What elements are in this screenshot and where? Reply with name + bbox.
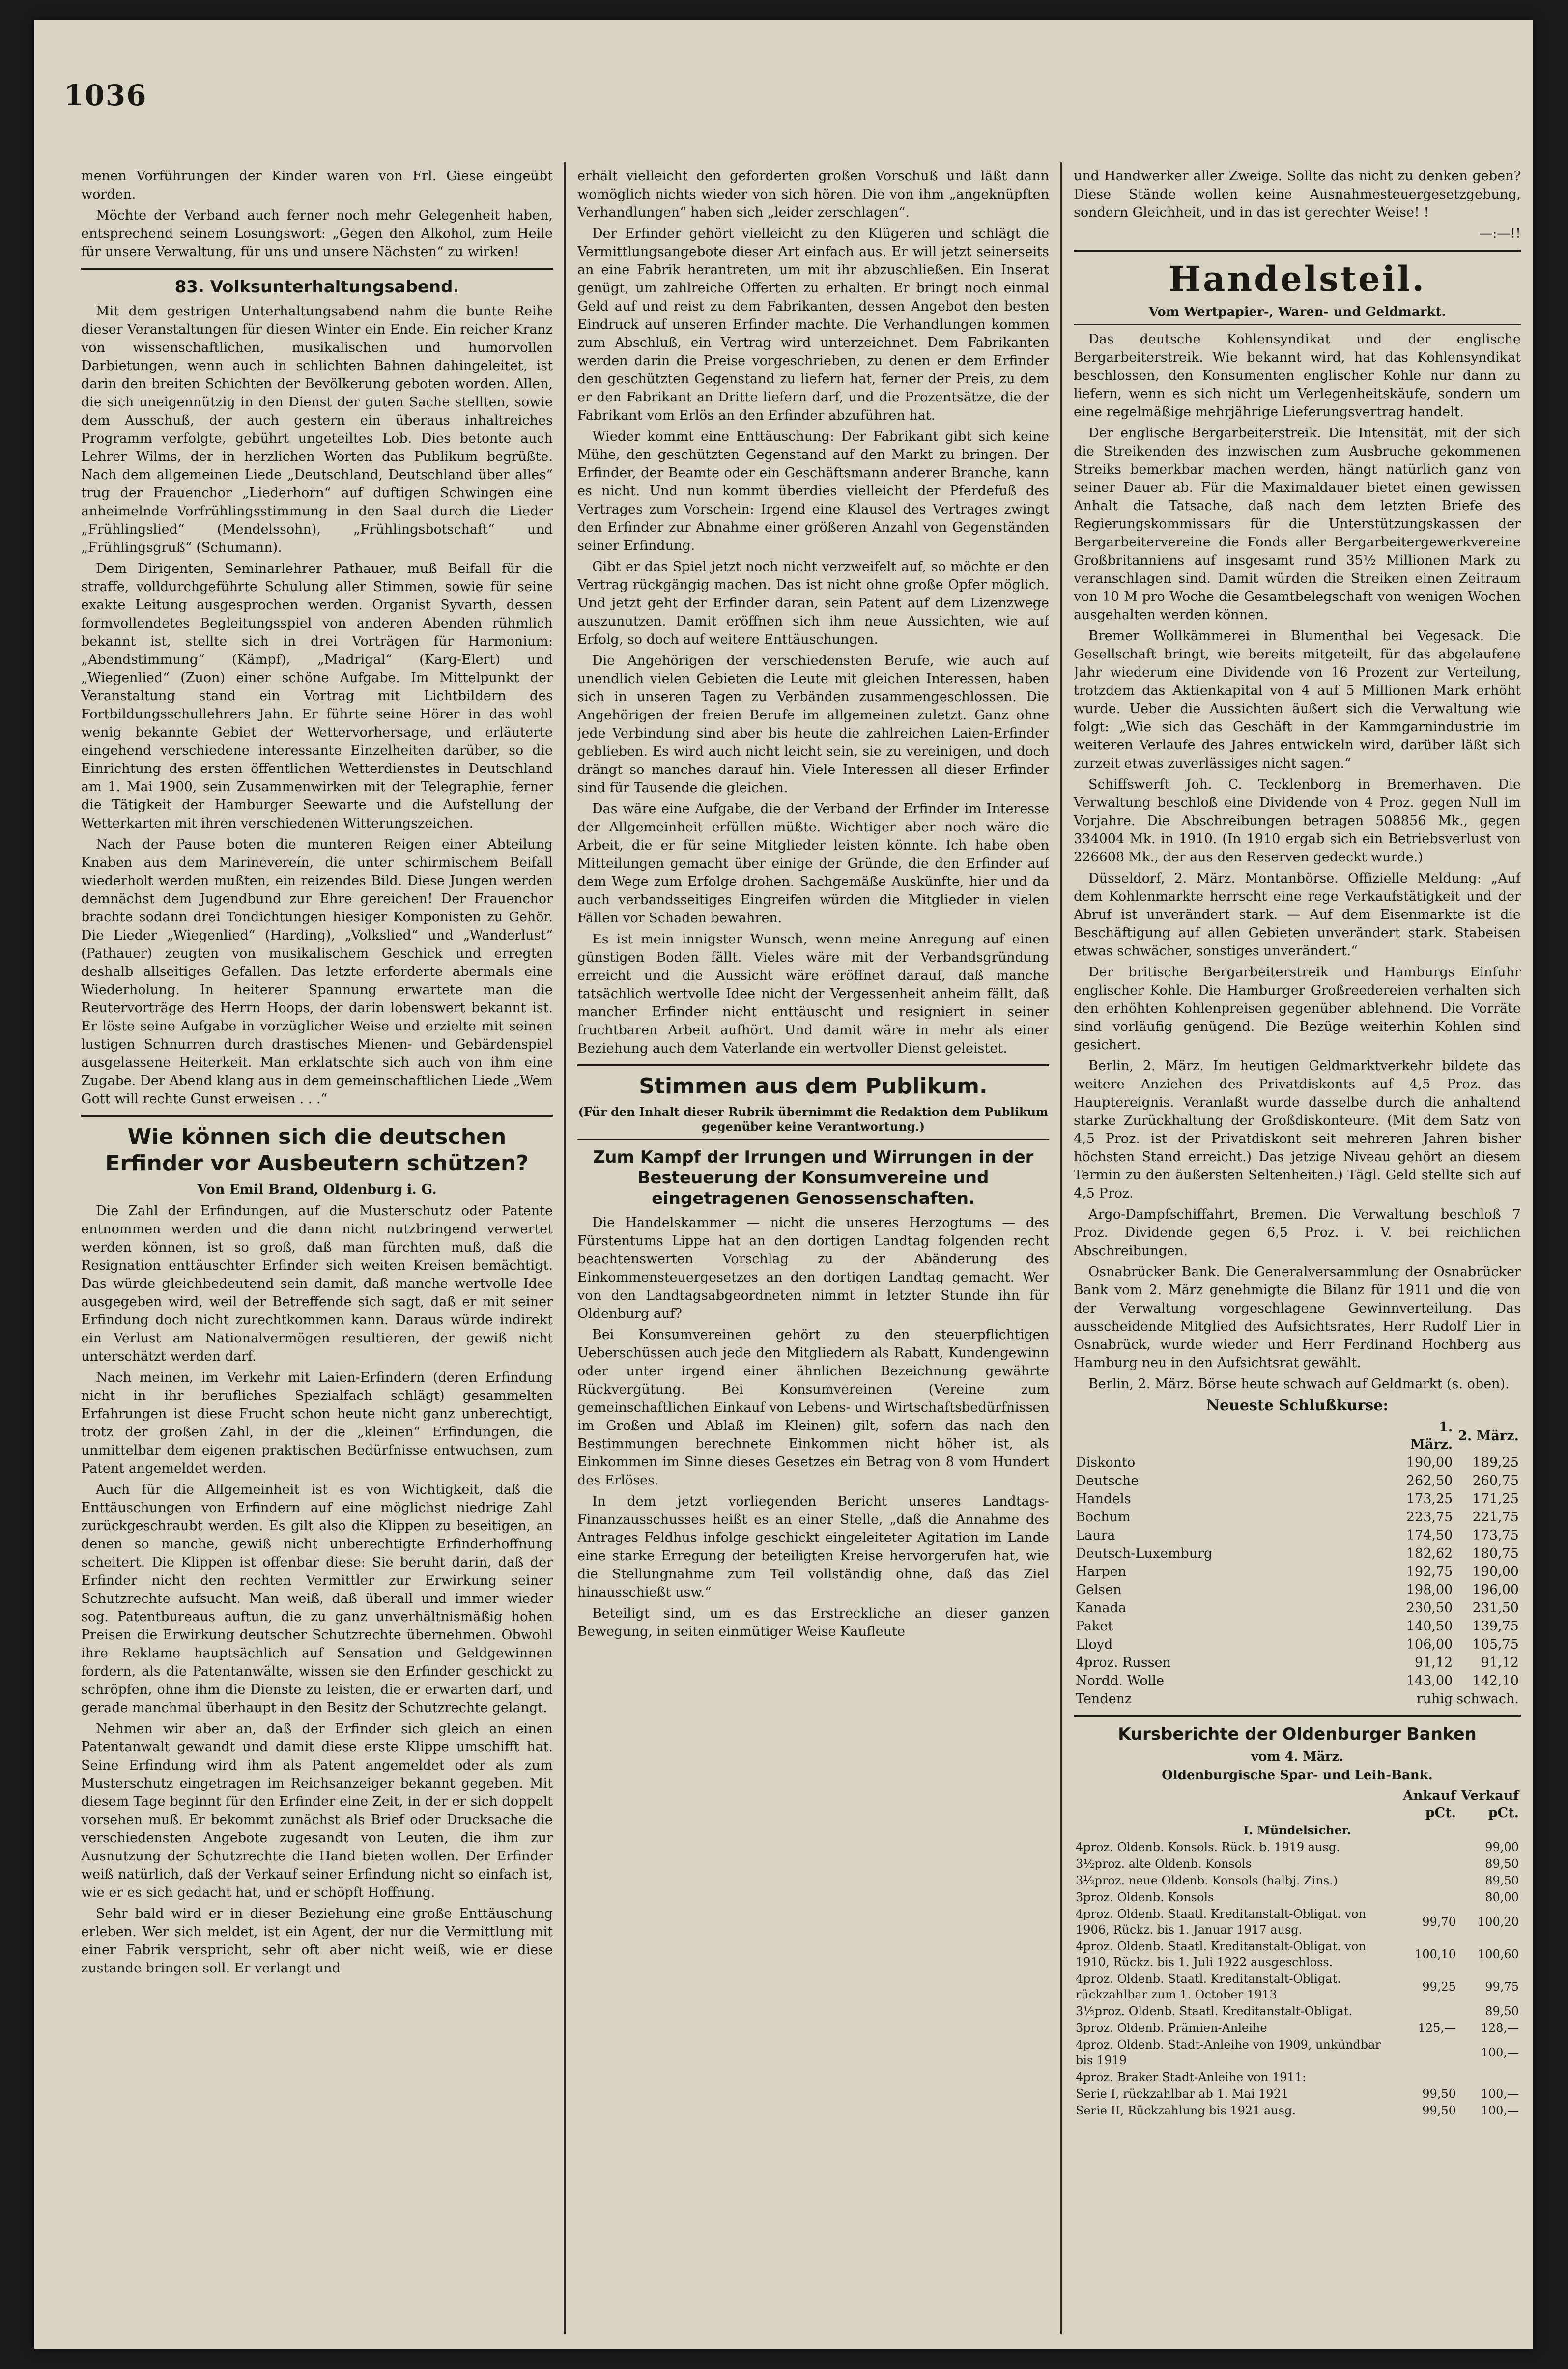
separator [81,268,553,270]
article-title: 83. Volksunterhaltungsabend. [174,277,459,297]
article-signoff: —:—!! [1479,226,1521,241]
table-cell: Paket [1076,1619,1113,1634]
column-divider [1060,162,1062,2334]
table-row [1074,1617,1521,1635]
table-cell: 143,00 [1406,1673,1453,1688]
article-text: und Handwerker aller Zweige. Sollte das nicht zu denken geben? Diese Stände wollen keine Ausnahmesteuergesetzgebung, sondern Gleichheit, und in das ist gerechter Weise! ! [1074,169,1521,220]
table-cell: Deutsche [1076,1473,1139,1488]
table-cell [1395,1855,1458,1872]
table-cell: 4proz. Oldenb. Staatl. Kreditanstalt-Obligat. rückzahlbar zum 1. October 1913 [1076,1972,1341,2001]
table-row [1074,1563,1521,1581]
table-header: Verkauf pCt. [1461,1788,1519,1821]
table-cell: 171,25 [1472,1491,1519,1507]
editorial-note: (Für den Inhalt dieser Rubrik übernimmt die Redaktion dem Publikum gegenüber keine Verantwortung.) [578,1105,1049,1134]
table-cell: 221,75 [1472,1510,1519,1525]
section-title: Handelsteil. [1168,258,1426,299]
stock-prices-table [1074,1418,1521,1708]
table-cell: 3½proz. alte Oldenb. Konsols [1076,1857,1252,1871]
table-cell: ruhig [1416,1691,1453,1707]
article-title: Wie können sich die deutschen Erfinder vor Ausbeutern schützen? [105,1124,529,1176]
section-title: Stimmen aus dem Publikum. [639,1074,988,1099]
table-cell: Deutsch-Luxemburg [1076,1546,1213,1561]
table-cell: 190,00 [1472,1564,1519,1579]
separator [81,1115,553,1117]
table-body [1074,1839,1521,2119]
table-cell: 4proz. Braker Stadt-Anleihe von 1911: [1076,2070,1307,2084]
table-cell: 100,10 [1415,1947,1456,1961]
table-cell: 260,75 [1472,1473,1519,1488]
separator [577,1139,1049,1140]
table-row [1074,1526,1521,1544]
news-item: Der englische Bergarbeiterstreik. Die Intensität, mit der sich die Streikenden des inzwischen zum Ausbruche gekommenen Streiks bemerkbar machen werden, hängt natürlich ganz von seiner Dauer ab. Für die Maximaldauer bietet einen gewissen Anhalt die Tatsache, daß nach dem letzten Briefe des Regierungskommissars für die Unterstützungskassen der Bergarbeitervereine die Fonds aller Bergarbeitergewerkvereine Großbritanniens auf insgesamt rund 35½ Millionen Mark zu veranschlagen sind. Damit würden die Streiken einen Zeitraum von 10 M pro Woche die Gesamtbelegschaft von wenigen Wochen ausgehalten werden können. [1074,426,1521,623]
table-cell: 100,60 [1478,1947,1519,1961]
table-cell: Laura [1076,1528,1115,1543]
table-header: 2. März. [1458,1428,1519,1444]
table-cell [1395,1889,1458,1906]
section-date: vom 4. März. [1251,1749,1344,1764]
table-cell [1395,2069,1458,2085]
column-divider [564,162,566,2334]
table-cell: 105,75 [1472,1637,1519,1652]
table-cell: 100,— [1481,2046,1519,2059]
table-cell: 4proz. Oldenb. Konsols. Rück. b. 1919 ausg. [1076,1840,1340,1854]
table-row [1074,2085,1521,2102]
table-cell: 99,50 [1422,2087,1456,2101]
article-byline: Von Emil Brand, Oldenburg i. G. [197,1182,437,1197]
table-cell: 3½proz. neue Oldenb. Konsols (halbj. Zins.) [1076,1874,1338,1887]
table-row [1074,1839,1521,1855]
table-cell: 189,25 [1472,1455,1519,1470]
news-item: Berlin, 2. März. Im heutigen Geldmarktverkehr bildete das weitere Anziehen des Privatdiskonts auf 4,5 Proz. das Hauptereignis. Veranlaßt wurde dasselbe durch die anhaltend starke Zurückhaltung der Großdiskonteure. (Mit dem Satz von 4,5 Proz. ist der Privatdiskont seit mehreren Jahren bisher höchsten Stand erreicht.) Das jetzige Niveau gehört an diesem Termin zu den äußersten Seltenheiten.) Tägl. Geld stellte sich auf 4,5 Proz. [1074,1058,1521,1201]
article-text: Nach meinen, im Verkehr mit Laien-Erfindern (deren Erfindung nicht in ihr berufliches Spezialfach schlägt) gesammelten Erfahrungen ist diese Frucht schon heute nicht ganz unberechtigt, trotz der großen Zahl, in der die „kleinen“ Erfindungen, die unmittelbar dem eigenen praktischen Bedürfnisse entwuchsen, zum Patent angemeldet werden. [81,1370,553,1476]
article-text: Die Angehörigen der verschiedensten Berufe, wie auch auf unendlich vielen Gebieten die Leute mit gleichen Interessen, haben sich in unseren Tagen zu Verbänden zusammengeschlossen. Die Angehörigen der freien Berufe im allgemeinen zuletzt. Ganz ohne jede Verbindung sind aber bis heute die zahlreichen Laien-Erfinder geblieben. Es wird auch nicht leicht sein, sie zu vereinigen, und doch drängt so manches darauf hin. Viele Interessen all dieser Erfinder sind für Tausende die gleichen. [577,653,1049,796]
table-cell: 173,75 [1472,1528,1519,1543]
article-text: Möchte der Verband auch ferner noch mehr Gelegenheit haben, entsprechend seinem Losungswort: „Gegen den Alkohol, zum Heile für unsere Verwaltung, für uns und unsere Nächsten“ zu wirken! [81,208,553,259]
article-text: Nach der Pause boten die munteren Reigen einer Abteilung Knaben aus dem Marinevereín, die unter schirmischem Beifall wiederholt werden mußten, ein reizendes Bild. Diese Jungen werden demnächst dem Jugendbund zur Ehre gereichen! Der Frauenchor brachte sodann drei Tondichtungen hiesiger Komponisten zu Gehör. Die Lieder „Wiegenlied“ (Harding), „Volkslied“ und „Wanderlust“ (Pathauer) zeugten von musikalischem Geschick und erregten deshalb allseitiges Gefallen. Das letzte erforderte abermals eine Wiederholung. In heiterer Spannung erwartete man die Reutervorträge des Herrn Hoops, der darin lobenswert bekannt ist. Er löste seine Aufgabe in vorzüglicher Weise und erzielte mit seinen lustigen Schnurren durch drastisches Mienen- und Gebärdenspiel ausgelassene Heiterkeit. Man erklatschte sich auch von ihm eine Zugabe. Der Abend klang aus in dem gemeinschaftlichen Liede „Wem Gott will rechte Gunst erweisen . . .“ [81,837,553,1107]
table-cell: 196,00 [1472,1582,1519,1598]
separator [1074,1715,1521,1717]
table-cell: 223,75 [1406,1510,1453,1525]
table-cell: 4proz. Russen [1076,1655,1171,1670]
news-item: Schiffswerft Joh. C. Tecklenborg in Bremerhaven. Die Verwaltung beschloß eine Dividende von 4 Proz. gegen Null im Vorjahre. Die Abschreibungen betragen 508856 Mk., gegen 334004 Mk. in 1910. (In 1910 ergab sich ein Betriebsverlust von 226608 Mk., der aus den Reserven gedeckt wurde.) [1074,777,1521,865]
table-cell: 4proz. Oldenb. Stadt-Anleihe von 1909, unkündbar bis 1919 [1076,2038,1381,2067]
table-cell: Serie II, Rückzahlung bis 1921 ausg. [1076,2104,1296,2117]
news-item: Das deutsche Kohlensyndikat und der englische Bergarbeiterstreik. Wie bekannt wird, hat das Kohlensyndikat beschlossen, den Konsumenten englischer Kohle nur dann zu liefern, wenn es sich nicht um Verlegenheitskäufe, sondern um eine regelmäßige mehrjährige Lieferungsvertrag handelt. [1074,332,1521,420]
table-row [1074,2102,1521,2119]
table-row [1074,2036,1521,2069]
table-row [1074,1544,1521,1563]
news-item: Berlin, 2. März. Börse heute schwach auf Geldmarkt (s. oben). [1088,1376,1510,1392]
table-row [1074,2069,1521,2085]
table-cell: Serie I, rückzahlbar ab 1. Mai 1921 [1076,2087,1289,2101]
article-text: Die Handelskammer — nicht die unseres Herzogtums — des Fürstentums Lippe hat an den dortigen Landtag folgenden recht beachtenswerten Vorschlag zu der Abänderung des Einkommensteuergesetzes an den dortigen Landtag gemacht. Wer von den Landtagsabgeordneten nimmt in letzter Stunde ihn für Oldenburg auf? [577,1215,1049,1321]
table-row [1074,1889,1521,1906]
table-cell: 3proz. Oldenb. Konsols [1076,1890,1214,1904]
table-header [1074,1787,1395,1822]
table-cell: Tendenz [1076,1691,1132,1707]
article-text: Der Erfinder gehört vielleicht zu den Klügeren und schlägt die Vermittlungsangebote dieser Art einfach aus. Er will jetzt seinerseits an eine Fabrik herantreten, um mit ihr abzuschließen. Ein Inserat genügt, um zahlreiche Offerten zu erhalten. Er bringt noch einmal Geld auf und reist zu dem Fabrikanten, dessen Angebot den besten Eindruck auf unseren Erfinder machte. Die Verhandlungen kommen zum Abschluß, ein Vertrag wird unterzeichnet. Dem Fabrikanten werden darin die Preise vorgeschrieben, zu denen er dem Erfinder den geschützten Gegenstand zu liefern hat, ferner der Preis, zu dem er den Fabrikant an Dritte liefern darf, und die Prozentsätze, die der Fabrikant vom Erlös an den Erfinder abzuführen hat. [577,226,1049,423]
separator [1074,250,1521,252]
table-cell: 100,— [1481,2087,1519,2101]
table-row [1074,1906,1521,1938]
table-row [1074,1855,1521,1872]
table-cell: 174,50 [1406,1528,1453,1543]
article-text: Dem Dirigenten, Seminarlehrer Pathauer, muß Beifall für die straffe, volldurchgeführte Schulung aller Stimmen, sowie für seine exakte Leitung ausgesprochen werden. Organist Syvarth, dessen formvollendetes Begleitungsspiel von anderen Abenden rühmlich bekannt ist, stellte sich in drei Vorträgen für Harmonium: „Abendstimmung“ (Kämpf), „Madrigal“ (Karg-Elert) und „Wiegenlied“ (Zuon) einer schöne Aufgabe. Im Mittelpunkt der Veranstaltung stand ein Vortrag mit Lichtbildern des Fortbildungsschullehrers Jahn. Er führte seine Hörer in das wohl wenig bekannte Gebiet der Wettervorhersage, und erläuterte eingehend verschiedene interessante Einzelheiten darüber, so die Einrichtung des ersten öffentlichen Wetterdienstes in Deutschland am 1. Mai 1900, sein Zusammenwirken mit der Telegraphie, ferner die Tätigkeit der Hamburger Seewarte und die Aufstellung der Wetterkarten mit ihren verschiedenen Witterungszeichen. [81,561,553,831]
news-item: Bremer Wollkämmerei in Blumenthal bei Vegesack. Die Gesellschaft bringt, wie bereits mitgeteilt, für das abgelaufene Jahr wiederum eine Dividende von 16 Prozent zur Verteilung, trotzdem das Aktienkapital von 4 auf 5 Millionen Mark erhöht wurde. Ueber die Aussichten äußert sich die Verwaltung wie folgt: „Wie sich das Geschäft in der Kammgarnindustrie im weiteren Verlaufe des Jahres entwickeln wird, darüber läßt sich zurzeit etwas zuverlässiges nicht sagen.“ [1074,628,1521,771]
table-cell [1395,1839,1458,1855]
table-cell: 99,50 [1422,2104,1456,2117]
table-row [1074,1938,1521,1970]
table-row [1074,1654,1521,1672]
table-cell: 192,75 [1406,1564,1453,1579]
article-text: erhält vielleicht den geforderten großen Vorschuß und läßt dann womöglich nichts wieder von sich hören. Die von ihm „angeknüpften Verhandlungen“ haben sich „leider zerschlagen“. [577,169,1049,220]
column-3 [1074,167,1521,2329]
table-cell: Gelsen [1076,1582,1122,1598]
table-row [1074,1490,1521,1508]
table-row [1074,2020,1521,2036]
table-row [1074,1672,1521,1690]
table-cell: schwach. [1456,1691,1519,1707]
table-cell: 139,75 [1472,1619,1519,1634]
article-text: Auch für die Allgemeinheit ist es von Wichtigkeit, daß die Enttäuschungen von Erfindern auf eine möglichst niedrige Zahl zurückgeschraubt werden. Es gilt also die Klippen zu beseitigen, an denen so manche, gewiß nicht unberechtigte Erfinderhoffnung scheitert. Die Klippen ist offenbar diese: Sie beruht darin, daß der Erfinder nicht den rechten Vermittler zur Erwirkung seiner Schutzrechte aufsucht. Man weiß, daß überall und immer wieder sog. Patentbureaus auftun, die zu ganz unverhältnismäßig hohen Preisen die Erwirkung deutscher Schutzrechte übernehmen. Obwohl ihre Reklame hauptsächlich auf Sensation und Geldgewinnen fordern, als die Patentanwälte, wissen sie den Erfinder geschickt zu schröpfen, ohne ihm die Dienste zu leisten, die er erwarten darf, und gerade manchmal überhaupt in den Besitz der Schutzrechte gelangt. [81,1482,553,1715]
table-cell: 3proz. Oldenb. Prämien-Anleihe [1076,2021,1267,2035]
table-header [1074,1418,1392,1454]
table-cell: Diskonto [1076,1455,1136,1470]
table-cell: 180,75 [1472,1546,1519,1561]
article-text: Es ist mein innigster Wunsch, wenn meine Anregung auf einen günstigen Boden fällt. Vieles wäre mit der Verbandsgründung erreicht und die Aussicht wäre eröffnet darauf, daß manche tatsächlich wertvolle Idee nicht der Vergessenheit anheim fällt, daß mancher Erfinder nicht enttäuscht und resigniert in seiner fruchtbaren Arbeit aufhört. Und damit wäre in mehr als einer Beziehung auch dem Vaterlande ein wertvoller Dienst geleistet. [577,932,1049,1056]
article-text: Nehmen wir aber an, daß der Erfinder sich gleich an einen Patentanwalt gewandt und damit diese erste Klippe umschifft hat. Seine Erfindung wird ihm als Patent angemeldet oder als zum Musterschutz eingetragen im Reichsanzeiger bekannt gegeben. Mit diesem Tage beginnt für den Erfinder eine Zeit, in der er sich doppelt vorsehen muß. Er bekommt zunächst als Brief oder Drucksache die verschiedensten Angebote zugesandt von Leuten, die ihm zur Ausnutzung der Schutzrechte die Hand bieten wollen. Der Erfinder weiß natürlich, daß der Verkauf seiner Erfindung nicht so einfach ist, wie er es sich gedacht hat, und er schöpft Hoffnung. [81,1721,553,1900]
table-cell: Lloyd [1076,1637,1113,1652]
table-cell [1395,2036,1458,2069]
column-1 [81,167,553,2329]
news-item: Osnabrücker Bank. Die Generalversammlung der Osnabrücker Bank vom 2. März genehmigte die Bilanz für 1911 und die von der Verwaltung vorgeschlagene Gewinnverteilung. Das ausscheidende Mitglied des Aufsichtsrates, Herr Rudolf Lier in Osnabrück, wurde wieder und Herr Ferdinand Hochberg aus Hamburg neu in den Aufsichtsrat gewählt. [1074,1264,1521,1370]
news-item: Der britische Bergarbeiterstreik und Hamburgs Einfuhr englischer Kohle. Die Hamburger Großreedereien verhalten sich den erhöhten Kohlenpreisen gegenüber ablehnend. Die Vorräte sind vorläufig genügend. Die Bezüge weiterhin Kohlen sind gesichert. [1074,965,1521,1053]
table-cell: 142,10 [1472,1673,1519,1688]
table-cell: 3½proz. Oldenb. Staatl. Kreditanstalt-Obligat. [1076,2004,1353,2018]
table-section-label: I. Mündelsicher. [1243,1823,1351,1837]
section-subtitle: Vom Wertpapier-, Waren- und Geldmarkt. [1148,305,1446,319]
article-text: Mit dem gestrigen Unterhaltungsabend nahm die bunte Reihe dieser Veranstaltungen für diesen Winter ein Ende. Ein reicher Kranz von wissenschaftlichen, musikalischen und humorvollen Darbietungen, wenn auch in schlichten Bahnen dahingeleitet, ist darin den breiten Schichten der Bevölkerung geboten worden. Allen, die sich uneigennützig in den Dienst der guten Sache stellten, sowie dem Ausschuß, der auch gestern ein überaus inhaltreiches Programm verfolgte, gebührt ungeteiltes Lob. Dies betonte auch Lehrer Wilms, der in herzlichen Worten das Publikum begrüßte. Nach dem allgemeinen Liede „Deutschland, Deutschland über alles“ trug der Frauenchor „Liederhorn“ auf duftigen Schwingen eine anheimelnde Vorfrühlingsstimmung in den Saal durch die Lieder „Frühlingslied“ (Mendelssohn), „Frühlingsbotschaft“ und „Frühlingsgruß“ (Schumann). [81,304,553,555]
table-cell: Handels [1076,1491,1131,1507]
table-row [1074,1454,1521,1472]
table-cell: 182,62 [1406,1546,1453,1561]
article-text: menen Vorführungen der Kinder waren von Frl. Giese eingeübt worden. [81,169,553,202]
table-row [1074,1472,1521,1490]
table-cell: Harpen [1076,1564,1127,1579]
table-cell: 89,50 [1485,2004,1519,2018]
table-cell: Kanada [1076,1600,1127,1616]
article-text: Gibt er das Spiel jetzt noch nicht verzweifelt auf, so möchte er den Vertrag rückgängig machen. Das ist nicht ohne große Opfer möglich. Und jetzt geht der Erfinder daran, sein Patent auf dem Lizenzwege auszunutzen. Damit eröffnen sich ihm neue Aussichten, wie auf Erfolg, so doch auf weitere Enttäuschungen. [577,559,1049,647]
table-cell [1395,1872,1458,1889]
table-header: 1. März. [1410,1420,1453,1452]
table-cell: 4proz. Oldenb. Staatl. Kreditanstalt-Obligat. von 1906, Rückz. bis 1. Januar 1917 ausg. [1076,1907,1366,1937]
table-cell [1458,2069,1521,2085]
table-cell: 89,50 [1485,1857,1519,1871]
table-cell: 140,50 [1406,1619,1453,1634]
newspaper-page [34,20,1533,2349]
article-text: Wieder kommt eine Enttäuschung: Der Fabrikant gibt sich keine Mühe, den geschützten Gegenstand auf den Markt zu bringen. Der Erfinder, der Beamte oder ein Geschäftsmann anderer Branche, kann es nicht. Und nun kommt überdies vielleicht der Pferdefuß des Vertrages zum Vorschein: Irgend eine Klausel des Vertrages zwingt den Erfinder zur Abnahme einer größeren Anzahl von Gegenständen seiner Erfindung. [577,429,1049,553]
table-cell: 99,00 [1485,1840,1519,1854]
table-row [1074,1635,1521,1654]
table-row [1074,1690,1521,1708]
table-cell: 230,50 [1406,1600,1453,1616]
page-number: 1036 [64,79,147,112]
table-body [1074,1454,1521,1708]
table-cell: 99,25 [1422,1980,1456,1994]
article-text: Bei Konsumvereinen gehört zu den steuerpflichtigen Ueberschüssen auch jede den Mitgliedern als Rabatt, Kundengewinn oder unter irgend einer ähnlichen Bezeichnung gewährte Rückvergütung. Bei Konsumvereinen (Vereine zum gemeinschaftlichen Einkauf von Lebens- und Wirtschaftsbedürfnissen im Großen und Ablaß im Kleinen) gilt, sofern das nach den Bestimmungen berechnete Einkommen nicht höher ist, als Einkommen im Sinne dieses Gesetzes ein Betrag von 8 vom Hundert des Erlöses. [577,1327,1049,1488]
table-cell: 190,00 [1406,1455,1453,1470]
table-row [1074,1508,1521,1526]
table-cell: 91,12 [1415,1655,1453,1670]
table-title: Neueste Schlußkurse: [1206,1397,1389,1414]
article-title: Zum Kampf der Irrungen und Wirrungen in der Besteuerung der Konsumvereine und eingetragenen Genossenschaften. [593,1147,1034,1208]
separator [1074,324,1521,325]
table-row [1074,1599,1521,1617]
table-header: Ankauf pCt. [1402,1788,1456,1821]
table-cell: Bochum [1076,1510,1131,1525]
section-title: Kursberichte der Oldenburger Banken [1118,1724,1477,1744]
article-text: Sehr bald wird er in dieser Beziehung eine große Enttäuschung erleben. Wer sich meldet, ist ein Agent, der nur die Vermittlung mit einer Fabrik verspricht, sehr oft aber nicht weiß, wie er diese zustande bringen soll. Er verlangt und [81,1906,553,1976]
table-row [1074,2003,1521,2020]
table-row [1074,1581,1521,1599]
table-cell: 125,— [1418,2021,1456,2035]
table-cell: 198,00 [1406,1582,1453,1598]
article-text: Das wäre eine Aufgabe, die der Verband der Erfinder im Interesse der Allgemeinheit erfüllen müßte. Wichtiger aber noch wäre die Arbeit, die er für seine Mitglieder leisten könnte. Ich habe oben Mitteilungen gemacht über einige der Gründe, die den Erfinder auf dem Wege zum Erfolge drohen. Sachgemäße Auskünfte, hier und da auch verbandsseitiges Eingreifen würden die Mitglieder in vielen Fällen vor Schaden bewahren. [577,801,1049,926]
table-cell: 91,12 [1481,1655,1519,1670]
table-cell: Nordd. Wolle [1076,1673,1164,1688]
table-cell: 4proz. Oldenb. Staatl. Kreditanstalt-Obligat. von 1910, Rückz. bis 1. Juli 1922 ausgeschloss. [1076,1940,1366,1969]
news-item: Düsseldorf, 2. März. Montanbörse. Offizielle Meldung: „Auf dem Kohlenmarkte herrscht eine rege Verkaufstätigkeit und der Abruf ist unverändert stark. — Auf dem Eisenmarkte ist die Beschäftigung auf allen Gebieten unverändert stark. Stabeisen etwas schwächer, sonstiges unverändert.“ [1074,871,1521,959]
table-cell: 89,50 [1485,1874,1519,1887]
separator [577,1064,1049,1066]
table-cell: 100,— [1481,2104,1519,2117]
column-2 [577,167,1049,2329]
section-subtitle: Oldenburgische Spar- und Leih-Bank. [1162,1768,1433,1783]
table-cell: 262,50 [1406,1473,1453,1488]
table-cell: 106,00 [1406,1637,1453,1652]
article-text: In dem jetzt vorliegenden Bericht unseres Landtags-Finanzausschusses heißt es an einer Stelle, „daß die Annahme des Antrages Feldhus infolge geschickt eingeleiteter Agitation im Lande eine starke Erregung der beteiligten Kreise hervorgerufen hat, wie die Stellungnahme zum Teil vollständig ohne, daß das Ziel hinausschießt usw.“ [577,1494,1049,1600]
table-cell: 99,70 [1422,1915,1456,1929]
news-item: Argo-Dampfschiffahrt, Bremen. Die Verwaltung beschloß 7 Proz. Dividende gegen 6,5 Proz. i. V. bei reichlichen Abschreibungen. [1074,1207,1521,1258]
article-text: Beteiligt sind, um es das Erstreckliche an dieser ganzen Bewegung, in seiten einmütiger Weise Kaufleute [577,1606,1049,1639]
table-row [1074,1970,1521,2003]
table-cell: 100,20 [1478,1915,1519,1929]
table-cell: 99,75 [1485,1980,1519,1994]
article-text: Die Zahl der Erfindungen, auf die Musterschutz oder Patente entnommen werden und die dann nicht nutzbringend verwertet werden können, ist so groß, daß man fürchten muß, daß die Resignation enttäuschter Erfinder sich weiten Kreisen bemächtigt. Das würde gleichbedeutend sein damit, daß manche wertvolle Idee ausgegeben wird, weil der Betreffende sich sagt, daß er mit seiner Erfindung doch nicht zurechtkommen kann. Daraus würde indirekt ein Verlust am Nationalvermögen resultieren, der gewiß nicht unterschätzt werden darf. [81,1203,553,1364]
bond-prices-table [1074,1787,1521,2119]
table-cell: 173,25 [1406,1491,1453,1507]
table-cell [1395,2003,1458,2020]
table-cell: 128,— [1481,2021,1519,2035]
table-cell: 80,00 [1485,1890,1519,1904]
table-row [1074,1872,1521,1889]
table-cell: 231,50 [1472,1600,1519,1616]
